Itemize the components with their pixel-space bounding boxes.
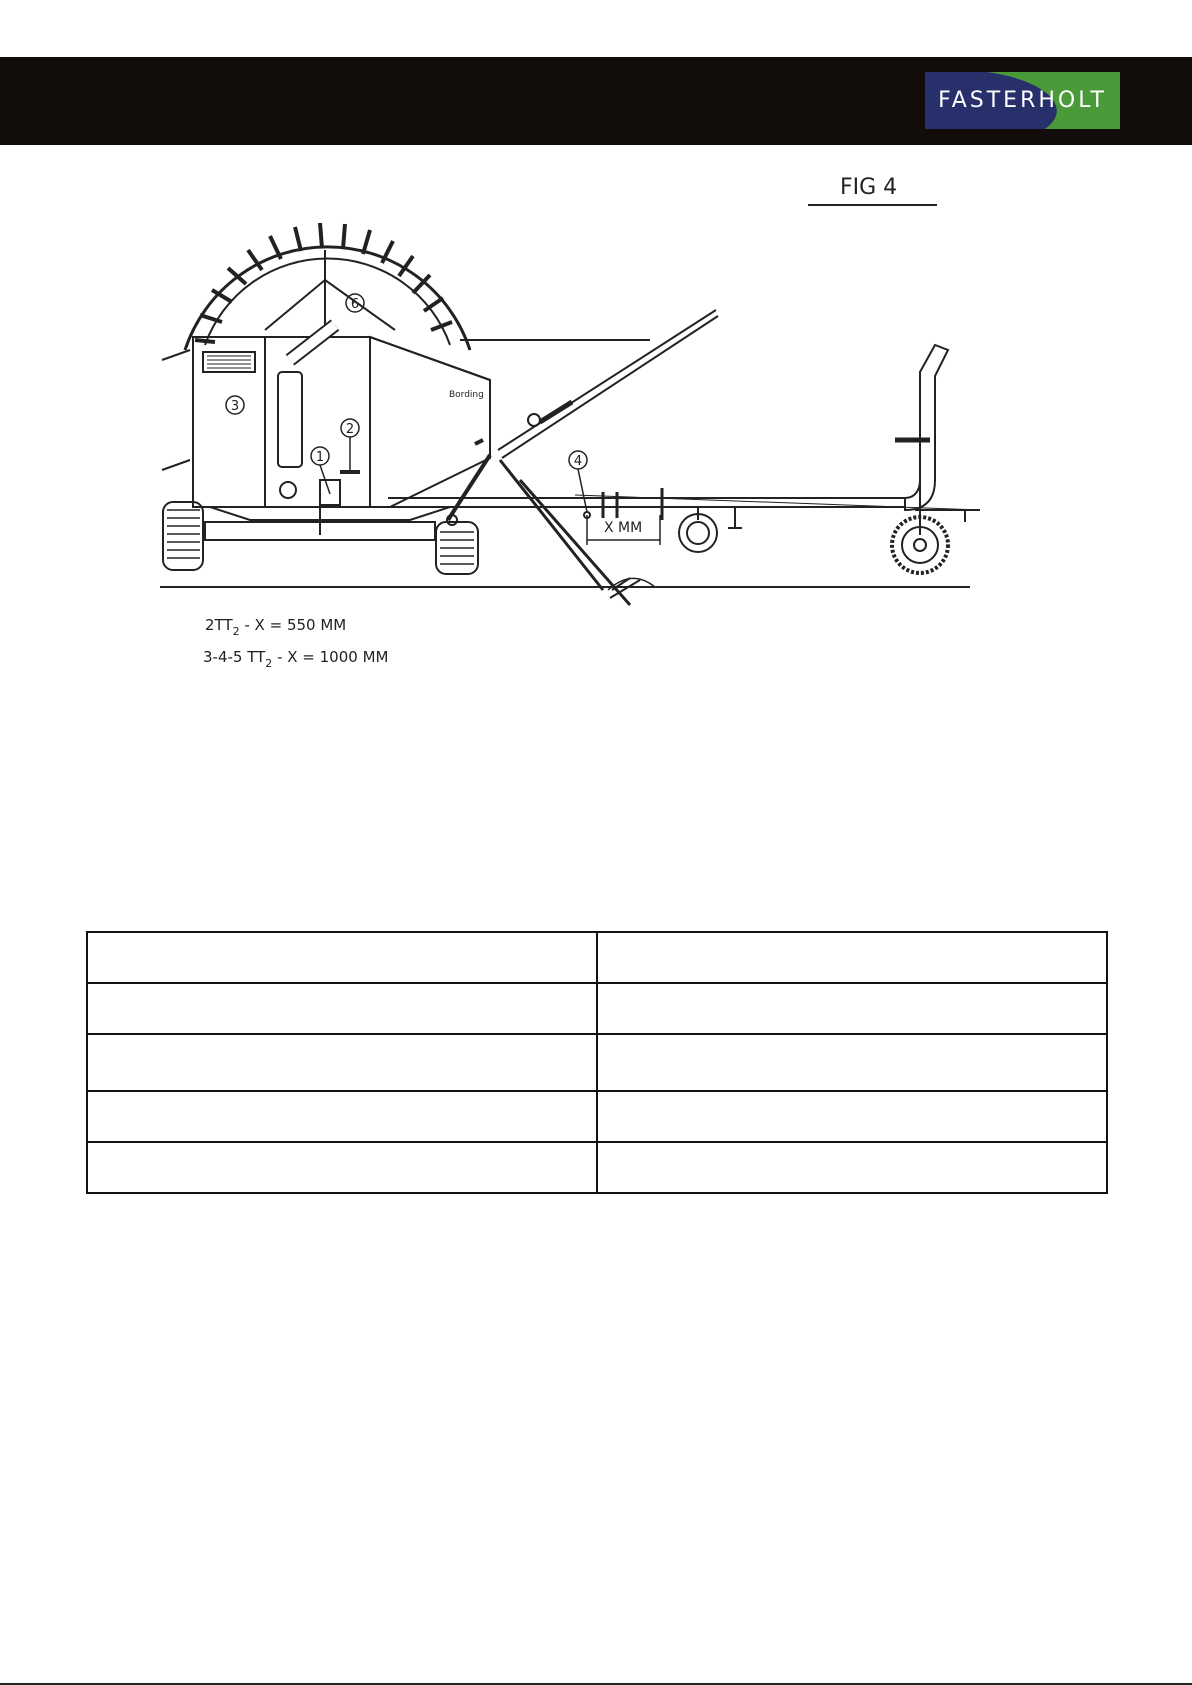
table-cell (87, 983, 597, 1034)
svg-text:6: 6 (350, 297, 360, 312)
svg-text:2: 2 (345, 422, 355, 437)
table-cell (597, 1091, 1107, 1142)
table-row (87, 1091, 1107, 1142)
table-cell (597, 1142, 1107, 1193)
fasterholt-logo (925, 72, 1120, 129)
logo-wordmark: FASTERHOLT (938, 88, 1107, 113)
table-cell (597, 1034, 1107, 1091)
table-cell (87, 1091, 597, 1142)
svg-text:3: 3 (230, 399, 240, 414)
technical-drawing (0, 150, 1192, 690)
svg-text:Bording: Bording (449, 390, 484, 400)
table-cell (87, 1034, 597, 1091)
table-cell (87, 932, 597, 983)
table-cell (597, 932, 1107, 983)
svg-text:3-4-5 TT2 - X = 1000 MM: 3-4-5 $TT_2 - X = 1000$ MM (203, 648, 389, 670)
table-row (87, 932, 1107, 983)
svg-text:2TT2 - X = 550 MM: $2TT_2 - X = 550$ MM (205, 616, 347, 638)
figure-label: FIG 4 (840, 175, 898, 200)
header-bar (0, 57, 1192, 145)
trailer-frame (388, 345, 980, 573)
table-cell (597, 983, 1107, 1034)
table-cell (87, 1142, 597, 1193)
svg-text:4: 4 (573, 454, 583, 469)
table-row (87, 983, 1107, 1034)
hose-reel-drum (185, 223, 650, 350)
loading-arm (447, 310, 718, 605)
callouts (226, 294, 587, 512)
table-row (87, 1142, 1107, 1193)
dimension-x (584, 512, 660, 545)
blank-table (86, 931, 1108, 1194)
spec-lines (203, 616, 388, 670)
svg-text:1: 1 (315, 450, 325, 465)
table-row (87, 1034, 1107, 1091)
dimension-label: X MM (604, 520, 643, 536)
